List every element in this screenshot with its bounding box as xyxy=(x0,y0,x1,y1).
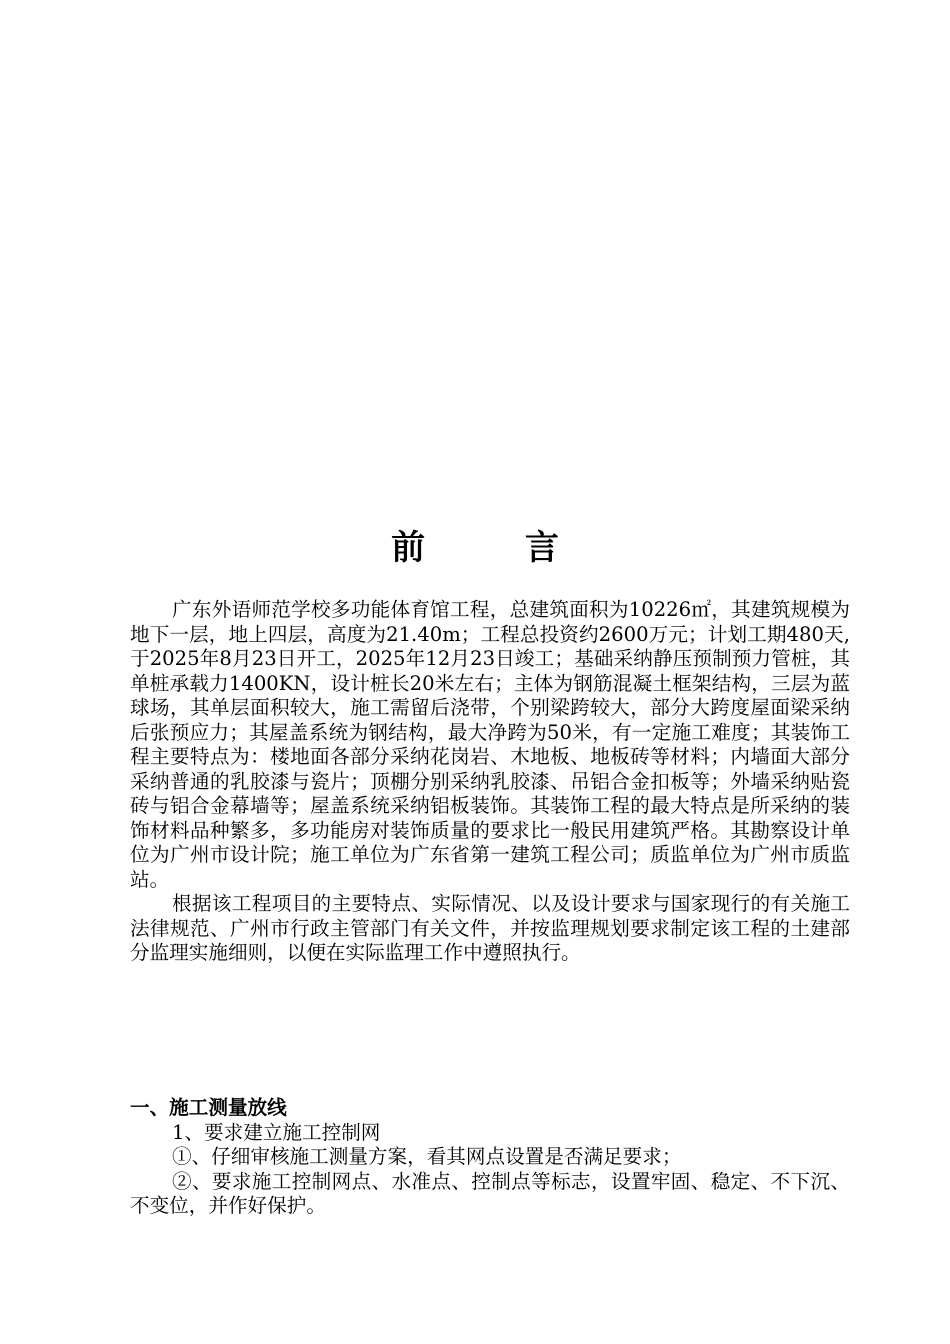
intro-section xyxy=(130,598,850,966)
section-item-2: ②、要求施工控制网点、水准点、控制点等标志，设置牢固、稳定、不下沉、不变位，并作好保护。 xyxy=(130,1169,850,1217)
document-title: 前 言 xyxy=(391,528,603,568)
section-survey-layout xyxy=(130,1096,850,1219)
intro-paragraph-project-overview: 广东外语师范学校多功能体育馆工程，总建筑面积为10226㎡，其建筑规模为地下一层，地上四层，高度为21.40m；工程总投资约2600万元；计划工期480天,于2025年8月23日开工，2025年12月23日竣工；基础采纳静压预制预力管桩，其单桩承载力1400KN，设计桩长20米左右；主体为钢筋混凝土框架结构，三层为蓝球场，其单层面积较大，施工需留后浇带，个别梁跨较大，部分大跨度屋面梁采纳后张预应力；其屋盖系统为钢结构，最大净跨为50米，有一定施工难度；其装饰工程主要特点为：楼地面各部分采纳花岗岩、木地板、地板砖等材料；内墙面大部分采纳普通的乳胶漆与瓷片；顶棚分别采纳乳胶漆、吊铝合金扣板等；外墙采纳贴瓷砖与铝合金幕墙等；屋盖系统采纳铝板装饰。其装饰工程的最大特点是所采纳的装饰材料品种繁多，多功能房对装饰质量的要求比一般民用建筑严格。其勘察设计单位为广州市设计院；施工单位为广东省第一建筑工程公司；质监单位为广州市质监站。 xyxy=(130,598,850,891)
section-item-1: ①、仔细审核施工测量方案，看其网点设置是否满足要求； xyxy=(172,1145,682,1168)
section-heading: 一、施工测量放线 xyxy=(130,1096,287,1119)
section-subheading: 1、要求建立施工控制网 xyxy=(172,1120,381,1144)
intro-paragraph-purpose: 根据该工程项目的主要特点、实际情况、以及设计要求与国家现行的有关施工法律规范、广州市行政主管部门有关文件，并按监理规划要求制定该工程的土建部分监理实施细则，以便在实际监理工作中遵照执行。 xyxy=(130,892,850,964)
